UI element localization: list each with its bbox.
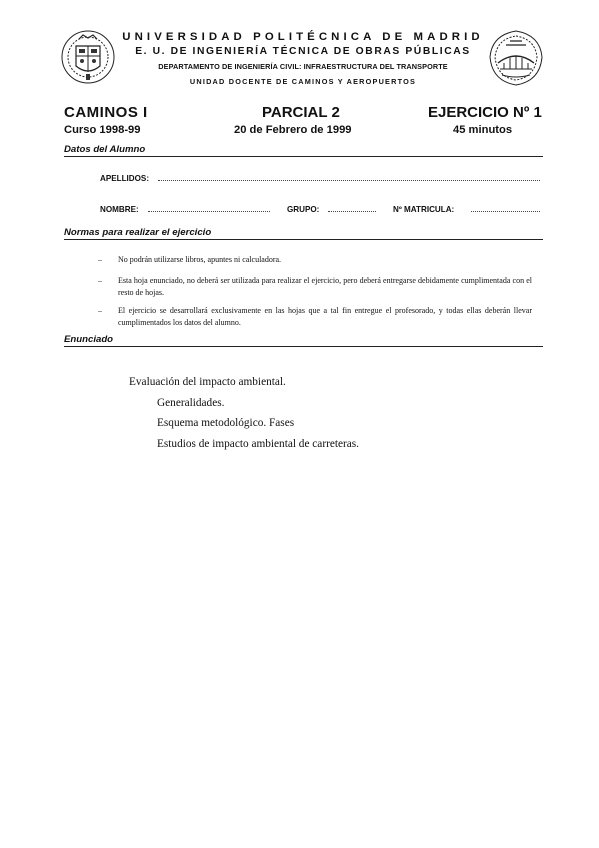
statement-item: Esquema metodológico. Fases — [157, 417, 295, 429]
exercise-title: EJERCICIO Nº 1 — [428, 104, 542, 121]
surnames-label: APELLIDOS: — [100, 174, 150, 183]
section-rules-label: Normas para realizar el ejercicio — [64, 227, 212, 238]
university-crest-logo — [60, 26, 116, 88]
section-statement — [64, 333, 543, 347]
unit-name: UNIDAD DOCENTE DE CAMINOS Y AEROPUERTOS — [189, 77, 417, 86]
section-rules — [64, 226, 543, 240]
course-title: CAMINOS I — [64, 104, 148, 121]
rule-text: El ejercicio se desarrollará exclusivamente en las hojas que a tal fin entregue el profesorado, y todas ellas deberán llevar cumplimentados los datos del alumno. — [118, 306, 532, 327]
rule-text: No podrán utilizarse libros, apuntes ni calculadora. — [118, 255, 282, 264]
surnames-field[interactable] — [158, 180, 540, 181]
exam-duration: 45 minutos — [453, 124, 513, 136]
partial-title: PARCIAL 2 — [262, 104, 340, 121]
statement-main: Evaluación del impacto ambiental. — [129, 376, 286, 388]
rule-dash: – — [98, 276, 102, 285]
name-field[interactable] — [148, 211, 270, 212]
university-name: UNIVERSIDAD POLITÉCNICA DE MADRID — [122, 31, 484, 43]
school-emblem-logo — [486, 27, 546, 89]
academic-year: Curso 1998-99 — [64, 124, 141, 136]
group-field[interactable] — [328, 211, 376, 212]
section-statement-label: Enunciado — [64, 334, 114, 345]
department-name: DEPARTAMENTO DE INGENIERÍA CIVIL: INFRAESTRUCTURA DEL TRANSPORTE — [158, 62, 448, 71]
section-student-data-label: Datos del Alumno — [64, 144, 146, 155]
enrollment-label: Nº MATRICULA: — [393, 205, 455, 214]
statement-item: Generalidades. — [157, 397, 225, 409]
exam-date: 20 de Febrero de 1999 — [234, 124, 352, 136]
school-name: E. U. DE INGENIERÍA TÉCNICA DE OBRAS PÚBLICAS — [135, 46, 471, 57]
rule-item — [100, 305, 532, 328]
section-student-data — [64, 143, 543, 157]
enrollment-field[interactable] — [471, 211, 540, 212]
rule-item — [100, 275, 532, 298]
group-label: GRUPO: — [287, 205, 320, 214]
rule-item — [100, 254, 532, 266]
name-label: NOMBRE: — [100, 205, 139, 214]
rule-dash: – — [98, 306, 102, 315]
rule-text: Esta hoja enunciado, no deberá ser utilizada para realizar el ejercicio, pero deberá entregarse debidamente cumplimentada con el resto de hojas. — [118, 276, 532, 297]
rule-dash: – — [98, 255, 102, 264]
statement-item: Estudios de impacto ambiental de carreteras. — [157, 438, 360, 450]
